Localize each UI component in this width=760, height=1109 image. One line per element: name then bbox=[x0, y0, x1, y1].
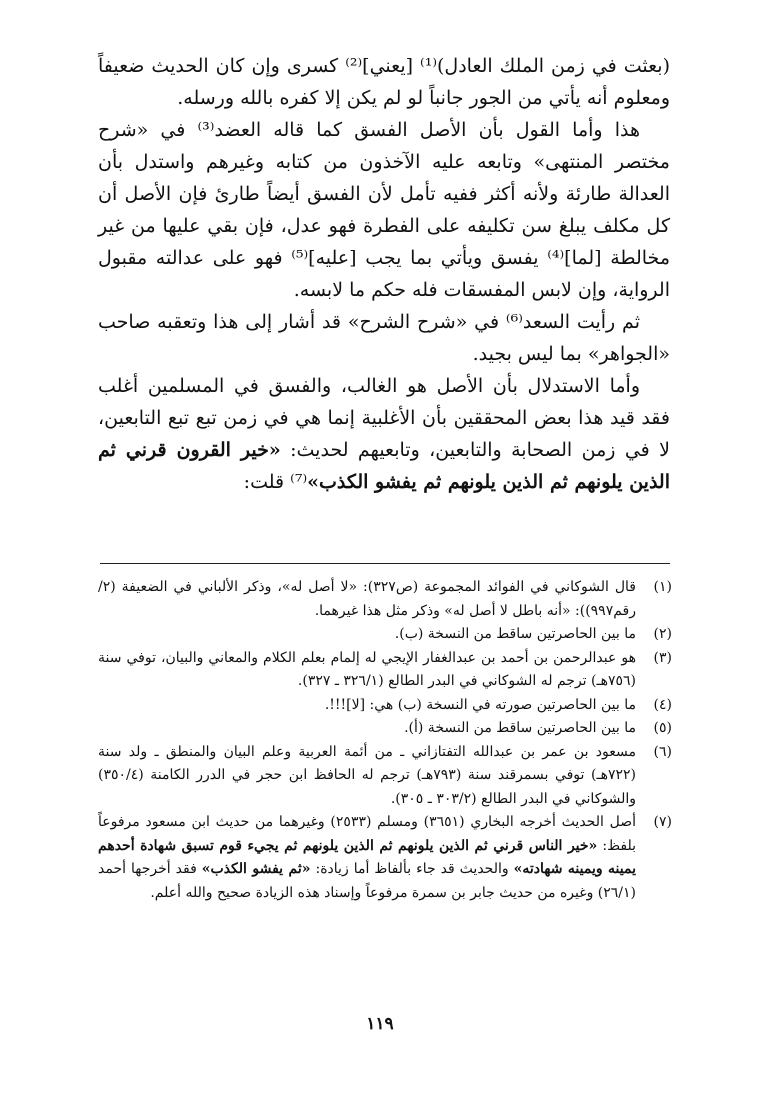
footnote-text: ما بين الحاصرتين ساقط من النسخة (أ). bbox=[404, 720, 636, 736]
hadith-quote: «خير القرون قرني ثم الذين يلونهم ثم الذين يلونهم ثم يفشو الكذب» bbox=[98, 439, 670, 493]
footnote-text-part: أصل الحديث أخرجه البخاري (٣٦٥١) ومسلم (٢٥٣٣) وغيرهما من حديث ابن مسعود مرفوعاً بلفظ: bbox=[98, 814, 636, 854]
footnote-5 bbox=[98, 717, 672, 741]
footnote-2 bbox=[98, 623, 672, 647]
footnote-text: قال الشوكاني في الفوائد المجموعة (ص٣٢٧): «لا أصل له»، وذكر الألباني في الضعيفة (٢/رقم٩٩٧)): «أنه باطل لا أصل له» وذكر مثل هذا غيرهما. bbox=[98, 579, 636, 619]
paragraph-4 bbox=[98, 370, 670, 498]
footnote-text bbox=[98, 811, 636, 905]
paragraph-1: (بعثت في زمن الملك العادل)⁽¹⁾ [يعني]⁽²⁾ كسرى وإن كان الحديث ضعيفاً ومعلوم أنه يأتي من الجور جانباً لو لم يكن إلا كفره بالله ورسله. bbox=[98, 55, 671, 109]
footnote-3 bbox=[98, 647, 672, 694]
footnote-number: (٣) bbox=[653, 649, 672, 666]
footnote-number: (١) bbox=[653, 579, 672, 595]
footnote-number: (٧) bbox=[653, 814, 672, 830]
footnote-number: (٦) bbox=[653, 743, 672, 760]
paragraph-2: هذا وأما القول بأن الأصل الفسق كما قاله العضد⁽³⁾ في «شرح مختصر المنتهى» وتابعه عليه الآخذون من كتابه وغيرهم واستدل بأن العدالة طارئة ولأنه أكثر ففيه تأمل لأن الفسق أيضاً طارئ فإن الأصل أن كل مكلف يبلغ سن تكليفه على الفطرة فهو عدل، فإن بقي عليها من غير مخالطة [لما]⁽⁴⁾ يفسق ويأتي بما يجب [عليه]⁽⁵⁾ فهو على عدالته مقبول الرواية، وإن لابس المفسقات فله حكم ما لابسه. bbox=[98, 119, 670, 301]
footnote-number: (٤) bbox=[653, 696, 672, 713]
footnote-4 bbox=[98, 694, 672, 718]
footnote-text-part: والحديث قد جاء بألفاظ أما زيادة: bbox=[310, 861, 514, 877]
footnote-separator bbox=[100, 563, 670, 564]
paragraph-4-text: وأما الاستدلال بأن الأصل هو الغالب، والفسق في المسلمين أغلب فقد قيد هذا بعض المحققين بأن الأغلبية إنما هي في زمن تبع تبع التابعين، لا في زمن الصحابة والتابعين، وتابعيهم لحديث: bbox=[98, 375, 670, 461]
footnote-1 bbox=[98, 576, 672, 623]
footnotes bbox=[98, 576, 672, 905]
footnote-6 bbox=[98, 741, 672, 812]
footnote-text: ما بين الحاصرتين ساقط من النسخة (ب). bbox=[394, 626, 636, 642]
footnote-text-part: فقد أخرجها أحمد (٢٦/١) وغيره من حديث جابر بن سمرة مرفوعاً وإسناد هذه الزيادة صحيح والله أعلم. bbox=[98, 861, 636, 901]
footnote-text: ما بين الحاصرتين صورته في النسخة (ب) هي: [لا]!!!. bbox=[324, 696, 636, 713]
footnote-7 bbox=[98, 811, 672, 905]
page-number: ١١٩ bbox=[366, 1014, 394, 1034]
footnote-number: (٥) bbox=[653, 720, 672, 736]
paragraph-3: ثم رأيت السعد⁽⁶⁾ في «شرح الشرح» قد أشار إلى هذا وتعقبه صاحب «الجواهر» بما ليس بجيد. bbox=[98, 311, 670, 365]
paragraph-4-end: ⁽⁷⁾ قلت: bbox=[243, 471, 308, 493]
footnote-text: هو عبدالرحمن بن أحمد بن عبدالغفار الإيجي له إلمام بعلم الكلام والمعاني والبيان، توفي سنة (٧٥٦هـ) ترجم له الشوكاني في البدر الطالع (٣٢٦/١ ـ ٣٢٧). bbox=[98, 649, 636, 689]
main-text bbox=[98, 50, 670, 498]
footnote-number: (٢) bbox=[653, 626, 672, 642]
footnote-text: مسعود بن عمر بن عبدالله التفتازاني ـ من أئمة العربية وعلم البيان والمنطق ـ ولد سنة (٧٢٢هـ) توفي بسمرقند سنة (٧٩٣هـ) ترجم له الحافظ ابن حجر في الدرر الكامنة (٣٥٠/٤) والشوكاني في البدر الطالع (٣٠٣/٢ ـ ٣٠٥). bbox=[98, 743, 636, 807]
hadith-quote: «خير الناس قرني ثم الذين يلونهم ثم الذين يلونهم ثم يجيء قوم تسبق شهادة أحدهم يمينه ويمينه شهادته» bbox=[98, 837, 636, 877]
hadith-quote: «ثم يفشو الكذب» bbox=[201, 861, 311, 877]
